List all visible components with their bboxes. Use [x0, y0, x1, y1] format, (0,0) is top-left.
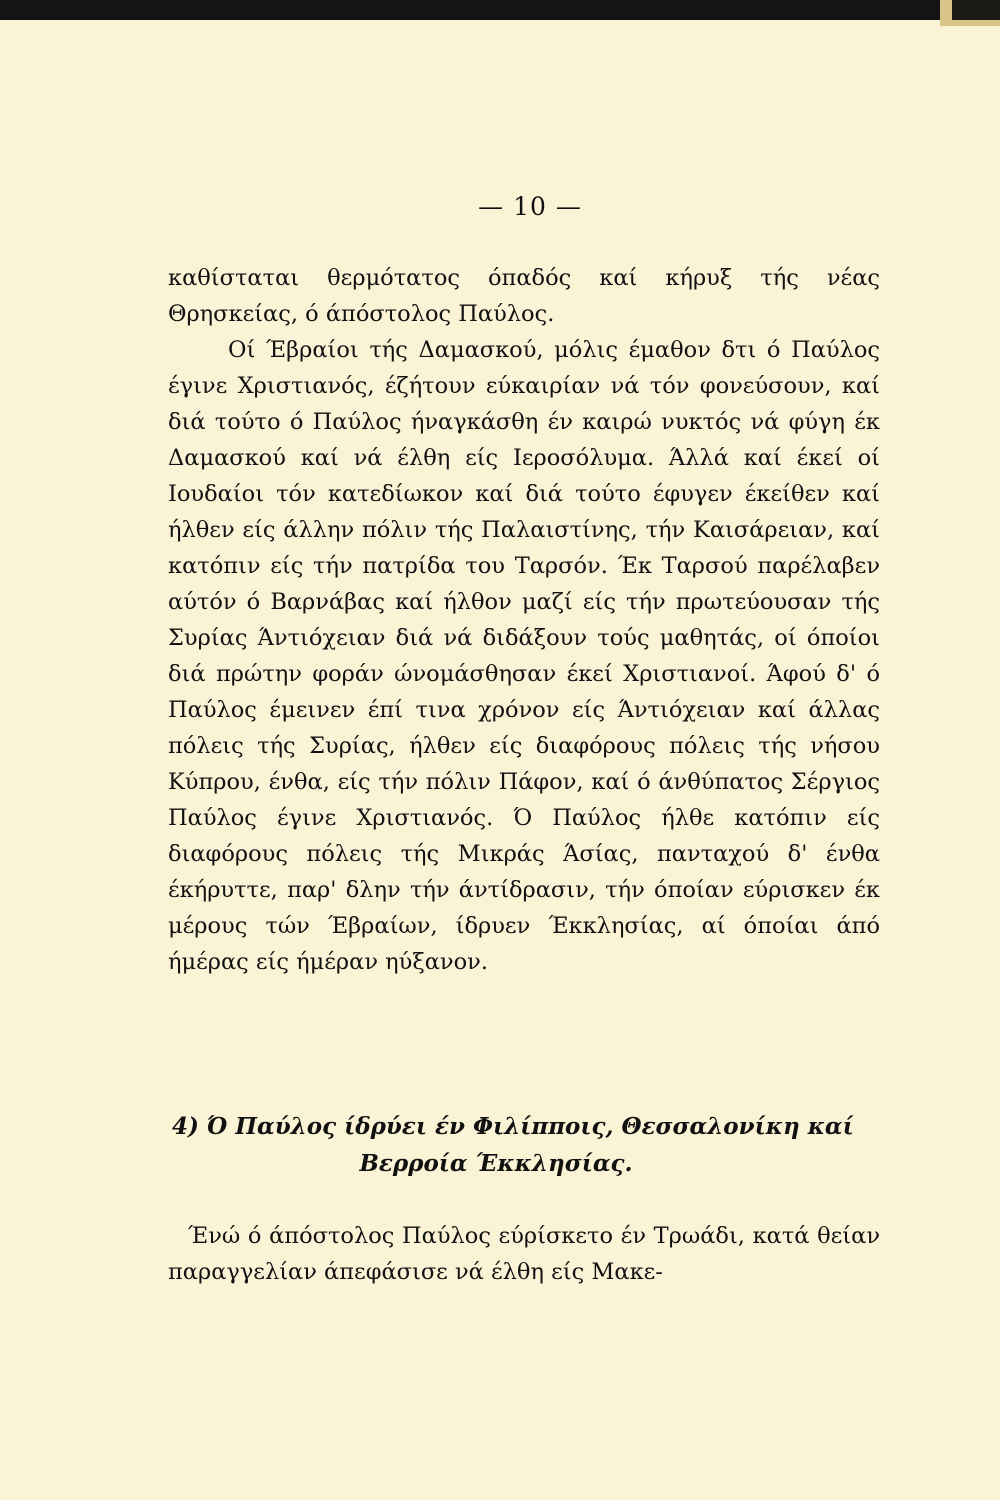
scan-corner-shadow — [952, 0, 1000, 20]
section-heading-line-1: 4) Ό Παύλος ίδρύει έν Φιλίπποις, Θεσσαλονίκη καί — [172, 1113, 854, 1140]
body-text — [168, 260, 880, 980]
scan-top-edge — [0, 0, 1000, 20]
section-heading-line-2: Βερροία Έκκλησίας. — [359, 1150, 633, 1177]
page-number: — 10 — — [478, 192, 582, 221]
section-heading — [172, 1108, 880, 1182]
paragraph-continuation: καθίσταται θερμότατος όπαδός καί κήρυξ τής νέας Θρησκείας, ό άπόστολος Παύλος. — [168, 265, 880, 327]
paragraph-final: Ένώ ό άπόστολος Παύλος εύρίσκετο έν Τρωάδι, κατά θείαν παραγγελίαν άπεφάσισε νά έλθη είς Μακε- — [168, 1223, 880, 1285]
final-text — [168, 1218, 880, 1290]
paragraph-main: Οί Έβραίοι τής Δαμασκού, μόλις έμαθον δτι ό Παύλος έγινε Χριστιανός, έζήτουν εύκαιρίαν νά τόν φονεύσουν, καί διά τούτο ό Παύλος ήναγκάσθη έν καιρώ νυκτός νά φύγη έκ Δαμασκού καί νά έλθη είς Ιεροσόλυμα. Άλλά καί έκεί οί Ιουδαίοι τόν κατεδίωκον καί διά τούτο έφυγεν έκείθεν καί ήλθεν είς άλλην πόλιν τής Παλαιστίνης, τήν Καισάρειαν, καί κατόπιν είς τήν πατρίδα του Ταρσόν. Έκ Ταρσού παρέλαβεν αύτόν ό Βαρνάβας καί ήλθον μαζί είς τήν πρωτεύουσαν τής Συρίας Άντιόχειαν διά νά διδάξουν τούς μαθητάς, οί όποίοι διά πρώτην φοράν ώνομάσθησαν έκεί Χριστιανοί. Άφού δ' ό Παύλος έμεινεν έπί τινα χρόνον είς Άντιόχειαν καί άλλας πόλεις τής Συρίας, ήλθεν είς διαφόρους πόλεις τής νήσου Κύπρου, ένθα, είς τήν πόλιν Πάφον, καί ό άνθύπατος Σέργιος Παύλος έγινε Χριστιανός. Ό Παύλος ήλθε κατόπιν είς διαφόρους πόλεις τής Μικράς Άσίας, πανταχού δ' ένθα έκήρυττε, παρ' δλην τήν άντίδρασιν, τήν όποίαν εύρισκεν έκ μέρους τών Έβραίων, ίδρυεν Έκκλησίας, αί όποίαι άπό ήμέρας είς ήμέραν ηύξανον. — [168, 337, 880, 975]
